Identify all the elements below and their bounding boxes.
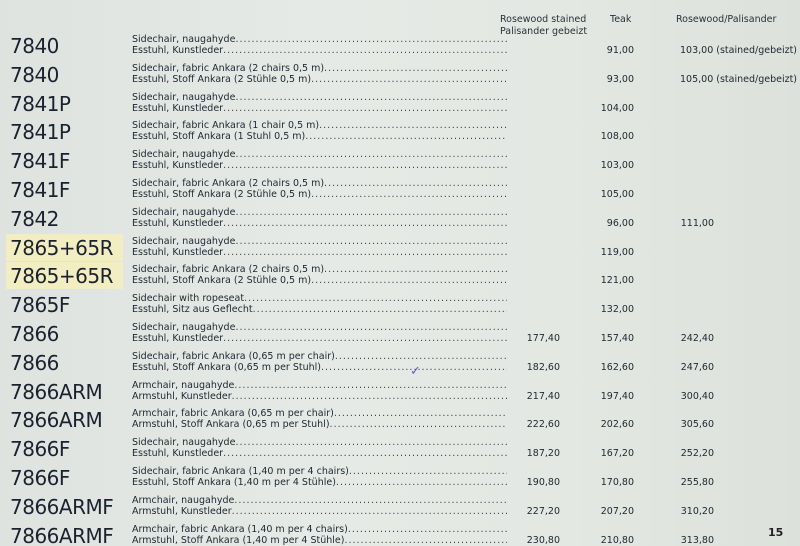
model-number: 7865+65R [10, 264, 114, 289]
description-text: Sidechair, fabric Ankara (2 chairs 0,5 m) [132, 62, 325, 74]
description [132, 92, 507, 114]
price-rosewood-palisander: 247,60 [680, 361, 714, 373]
description [132, 524, 507, 546]
description-text: Armchair, fabric Ankara (0,65 m per chair) [132, 408, 334, 420]
price-rosewood-palisander: 310,20 [680, 505, 714, 517]
description [132, 322, 507, 344]
description-text: Sidechair, fabric Ankara (0,65 m per chair) [132, 350, 335, 362]
description-line [132, 437, 507, 448]
model-number: 7865+65R [10, 235, 114, 260]
model-number: 7841P [10, 120, 71, 145]
table-row [0, 434, 800, 463]
description-text: Esstuhl, Stoff Ankara (1 Stuhl 0,5 m) [132, 131, 306, 143]
description-line [132, 466, 507, 477]
description-text: Esstuhl, Kunstleder [132, 217, 224, 229]
description-line [132, 333, 507, 344]
description [132, 207, 507, 229]
description-text: Sidechair, naugahyde [132, 149, 236, 161]
header-teak: Teak [610, 14, 632, 25]
description-line [132, 506, 507, 517]
price-teak: 157,40 [600, 333, 634, 344]
description-line [132, 293, 507, 304]
table-row [0, 31, 800, 60]
price-rosewood-stained: 217,40 [526, 390, 560, 402]
description-line [132, 380, 507, 391]
description-line [132, 275, 507, 286]
description [132, 120, 507, 142]
price-rosewood-palisander: 252,20 [680, 448, 714, 460]
table-row [0, 175, 800, 204]
description-line [132, 63, 507, 74]
price-teak: 103,00 [600, 160, 634, 172]
model-number: 7866ARM [10, 408, 103, 433]
description [132, 63, 507, 85]
model-number: 7866F [10, 437, 70, 462]
description-line [132, 477, 507, 488]
header-rosewood-stained-de: Palisander gebeizt [500, 26, 588, 37]
table-row [0, 60, 800, 89]
description-line [132, 362, 507, 373]
description [132, 236, 507, 258]
model-number: 7865F [10, 293, 70, 318]
description-line [132, 120, 507, 131]
model-number: 7841F [10, 178, 70, 202]
description [132, 466, 507, 488]
description-line [132, 391, 507, 402]
page-number: 15 [768, 526, 784, 539]
price-teak: 104,00 [600, 102, 634, 114]
price-teak: 170,80 [600, 477, 634, 488]
price-rosewood-palisander: 111,00 [680, 217, 714, 229]
description [132, 149, 507, 171]
description-text: Armchair, naugahyde [132, 494, 235, 506]
description-text: Esstuhl, Kunstleder [132, 246, 224, 258]
table-row [0, 233, 800, 262]
model-number: 7866ARM [10, 379, 103, 404]
description [132, 408, 507, 430]
description [132, 380, 507, 402]
price-teak: 108,00 [600, 131, 634, 143]
description-line [132, 34, 507, 45]
description-text: Esstuhl, Kunstleder [132, 333, 224, 344]
price-rosewood-stained: 190,80 [526, 477, 560, 488]
model-number: 7866 [10, 350, 59, 375]
price-rosewood-stained: 187,20 [526, 448, 560, 460]
table-row [0, 377, 800, 406]
table-row [0, 405, 800, 434]
model-number: 7866ARMF [10, 523, 114, 546]
table-row [0, 261, 800, 290]
description [132, 437, 507, 459]
price-teak: 207,20 [600, 505, 634, 517]
description-text: Armchair, naugahyde [132, 379, 235, 391]
description-text: Esstuhl, Stoff Ankara (2 Stühle 0,5 m) [132, 275, 312, 287]
description-text: Sidechair, fabric Ankara (2 chairs 0,5 m) [132, 178, 325, 189]
description-line [132, 189, 507, 200]
model-number: 7866 [10, 322, 59, 346]
price-rosewood-stained: 230,80 [526, 534, 560, 546]
description [132, 264, 507, 286]
model-number: 7866F [10, 466, 70, 490]
description-line [132, 495, 507, 506]
description-line [132, 131, 507, 142]
price-rosewood-stained: 227,20 [526, 505, 560, 517]
price-rosewood-stained: 177,40 [526, 333, 560, 344]
description-line [132, 45, 507, 56]
model-number: 7840 [10, 62, 59, 87]
price-teak: 121,00 [600, 275, 634, 287]
check-mark-icon: ✓ [410, 364, 421, 379]
description-text: Armstuhl, Stoff Ankara (1,40 m per 4 Stühle) [132, 534, 345, 546]
description-line [132, 236, 507, 247]
description-text: Sidechair, fabric Ankara (1 chair 0,5 m) [132, 120, 320, 132]
description-line [132, 103, 507, 114]
description-text: Sidechair, naugahyde [132, 34, 236, 45]
description-line [132, 178, 507, 189]
model-number: 7842 [10, 206, 59, 231]
header-rosewood-palisander: Rosewood/Palisander [676, 14, 777, 25]
price-rosewood-palisander: 300,40 [680, 390, 714, 402]
model-number: 7841F [10, 149, 70, 174]
price-teak: 93,00 [606, 73, 634, 85]
description-text: Armstuhl, Kunstleder [132, 390, 232, 402]
description-line [132, 524, 507, 535]
description-line [132, 218, 507, 229]
description-text: Esstuhl, Stoff Ankara (2 Stühle 0,5 m) [132, 189, 312, 200]
description-text: Armstuhl, Kunstleder [132, 505, 232, 517]
description-text: Sidechair, naugahyde [132, 235, 236, 247]
description [132, 178, 507, 200]
description [132, 293, 507, 315]
description-text: Esstuhl, Sitz aus Geflecht [132, 304, 253, 316]
price-teak: 91,00 [606, 45, 634, 56]
description-line [132, 247, 507, 258]
price-teak: 202,60 [600, 419, 634, 431]
description-text: Esstuhl, Kunstleder [132, 160, 224, 172]
description [132, 351, 507, 373]
description-text: Sidechair with ropeseat [132, 293, 245, 305]
description-text: Esstuhl, Kunstleder [132, 102, 224, 114]
price-rosewood-stained: 222,60 [526, 419, 560, 431]
description-line [132, 207, 507, 218]
table-row [0, 89, 800, 118]
price-rosewood-palisander: 105,00 (stained/gebeizt) [680, 73, 798, 85]
description-line [132, 535, 507, 546]
description-text: Esstuhl, Stoff Ankara (0,65 m per Stuhl) [132, 361, 321, 373]
description-line [132, 322, 507, 333]
price-teak: 197,40 [600, 390, 634, 402]
price-rosewood-palisander: 242,40 [680, 333, 714, 344]
table-row [0, 319, 800, 348]
price-rosewood-palisander: 255,80 [680, 477, 714, 488]
table-row [0, 463, 800, 492]
model-number: 7866ARMF [10, 494, 114, 519]
table-row [0, 348, 800, 377]
price-rosewood-palisander: 313,80 [680, 534, 714, 546]
description-text: Esstuhl, Stoff Ankara (1,40 m per 4 Stühle) [132, 477, 336, 488]
description-line [132, 160, 507, 171]
price-teak: 105,00 [600, 189, 634, 200]
description-text: Esstuhl, Stoff Ankara (2 Stühle 0,5 m) [132, 73, 312, 85]
description-text: Sidechair, naugahyde [132, 322, 236, 333]
price-teak: 96,00 [606, 217, 634, 229]
description-text: Sidechair, fabric Ankara (1,40 m per 4 chairs) [132, 466, 349, 477]
description-text: Sidechair, naugahyde [132, 437, 236, 449]
price-teak: 167,20 [600, 448, 634, 460]
price-teak: 210,80 [600, 534, 634, 546]
description-line [132, 264, 507, 275]
description-text: Esstuhl, Kunstleder [132, 448, 224, 460]
description-line [132, 304, 507, 315]
description-line [132, 92, 507, 103]
description-text: Sidechair, fabric Ankara (2 chairs 0,5 m) [132, 264, 325, 276]
description-text: Armchair, fabric Ankara (1,40 m per 4 chairs) [132, 523, 348, 535]
description-text: Sidechair, naugahyde [132, 206, 236, 218]
price-teak: 119,00 [600, 246, 634, 258]
description-text: Esstuhl, Kunstleder [132, 45, 224, 56]
table-row [0, 204, 800, 233]
header-rosewood-stained-en: Rosewood stained [500, 14, 587, 25]
description-line [132, 408, 507, 419]
table-row [0, 117, 800, 146]
model-number: 7840 [10, 34, 59, 58]
description [132, 495, 507, 517]
price-rosewood-palisander: 305,60 [680, 419, 714, 431]
price-teak: 132,00 [600, 304, 634, 316]
description [132, 34, 507, 56]
model-number: 7841P [10, 91, 71, 116]
description-line [132, 74, 507, 85]
description-line [132, 419, 507, 430]
description-line [132, 448, 507, 459]
description-line [132, 149, 507, 160]
description-text: Sidechair, naugahyde [132, 91, 236, 103]
table-row [0, 521, 800, 546]
table-row [0, 290, 800, 319]
table-row [0, 492, 800, 521]
price-teak: 162,60 [600, 361, 634, 373]
table-row [0, 146, 800, 175]
description-line [132, 351, 507, 362]
price-rosewood-stained: 182,60 [526, 361, 560, 373]
description-text: Armstuhl, Stoff Ankara (0,65 m per Stuhl) [132, 419, 330, 431]
price-rosewood-palisander: 103,00 (stained/gebeizt) [680, 45, 798, 56]
